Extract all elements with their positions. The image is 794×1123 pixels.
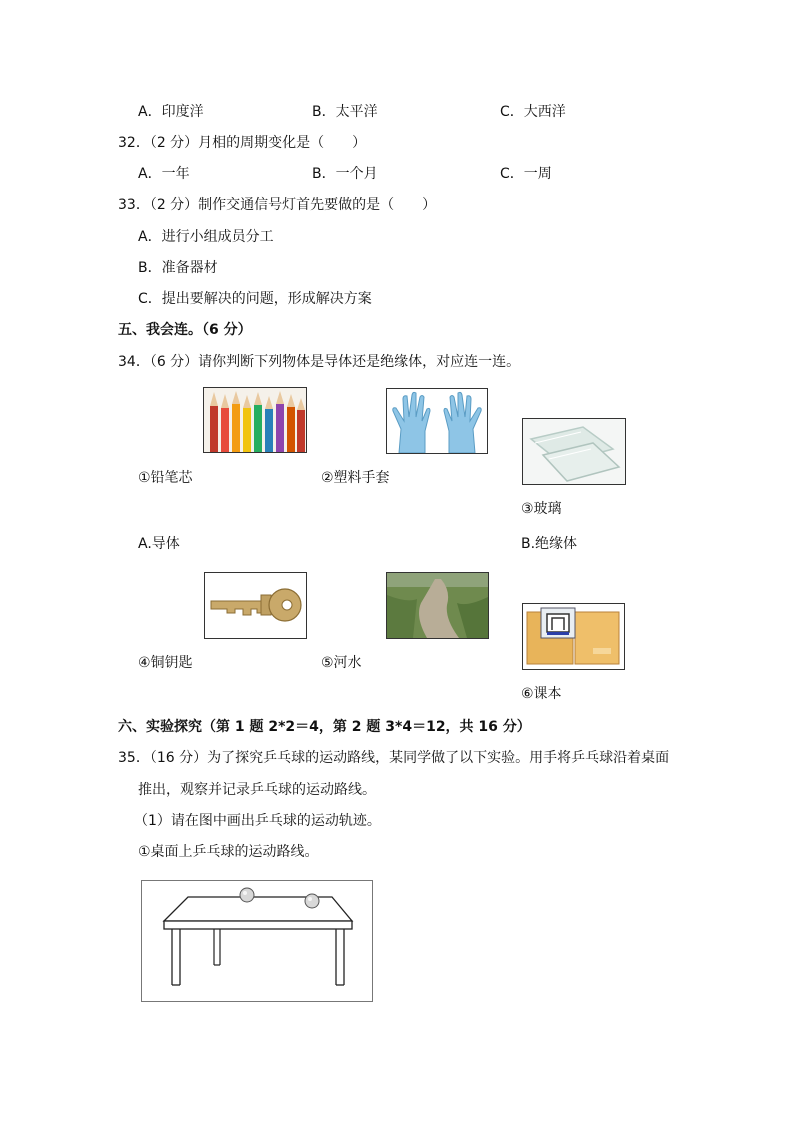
q31-option-c: C．大西洋 bbox=[500, 104, 566, 120]
gloves-image bbox=[386, 388, 488, 454]
q31-option-a: A．印度洋 bbox=[138, 104, 204, 120]
pencils-image bbox=[203, 387, 307, 453]
q33-stem: 33．（2 分）制作交通信号灯首先要做的是（ ） bbox=[118, 197, 437, 213]
glass-image bbox=[522, 418, 626, 485]
item-pencil-lead: ①铅笔芯 bbox=[138, 470, 193, 486]
category-insulator: B.绝缘体 bbox=[521, 536, 578, 552]
q33-option-c: C．提出要解决的问题，形成解决方案 bbox=[138, 291, 372, 307]
item-plastic-gloves: ②塑料手套 bbox=[321, 470, 390, 486]
q31-option-b: B．太平洋 bbox=[312, 104, 378, 120]
item-textbook: ⑥课本 bbox=[521, 686, 562, 702]
item-river-water: ⑤河水 bbox=[321, 655, 362, 671]
q35-sub1-a: ①桌面上乒乓球的运动路线。 bbox=[138, 844, 319, 860]
item-copper-key: ④铜钥匙 bbox=[138, 655, 193, 671]
section6-heading: 六、实验探究（第 1 题 2*2＝4，第 2 题 3*4＝12，共 16 分） bbox=[118, 719, 531, 735]
section5-heading: 五、我会连。（6 分） bbox=[118, 322, 252, 338]
q33-option-b: B．准备器材 bbox=[138, 260, 218, 276]
q32-option-c: C．一周 bbox=[500, 166, 552, 182]
river-image bbox=[386, 572, 489, 639]
q34-stem: 34．（6 分）请你判断下列物体是导体还是绝缘体，对应连一连。 bbox=[118, 354, 521, 370]
q35-stem-line1: 35．（16 分）为了探究乒乓球的运动路线，某同学做了以下实验。用手将乒乓球沿着桌面 bbox=[118, 750, 670, 766]
q35-stem-line2: 推出，观察并记录乒乓球的运动路线。 bbox=[138, 782, 376, 798]
key-image bbox=[204, 572, 307, 639]
q32-option-a: A．一年 bbox=[138, 166, 190, 182]
q32-option-b: B．一个月 bbox=[312, 166, 378, 182]
q35-sub1: （1）请在图中画出乒乓球的运动轨迹。 bbox=[134, 813, 381, 829]
q32-stem: 32．（2 分）月相的周期变化是（ ） bbox=[118, 135, 367, 151]
category-conductor: A.导体 bbox=[138, 536, 180, 552]
q33-option-a: A．进行小组成员分工 bbox=[138, 229, 274, 245]
item-glass: ③玻璃 bbox=[521, 501, 562, 517]
table-diagram bbox=[141, 880, 373, 1002]
textbook-image bbox=[522, 603, 625, 670]
